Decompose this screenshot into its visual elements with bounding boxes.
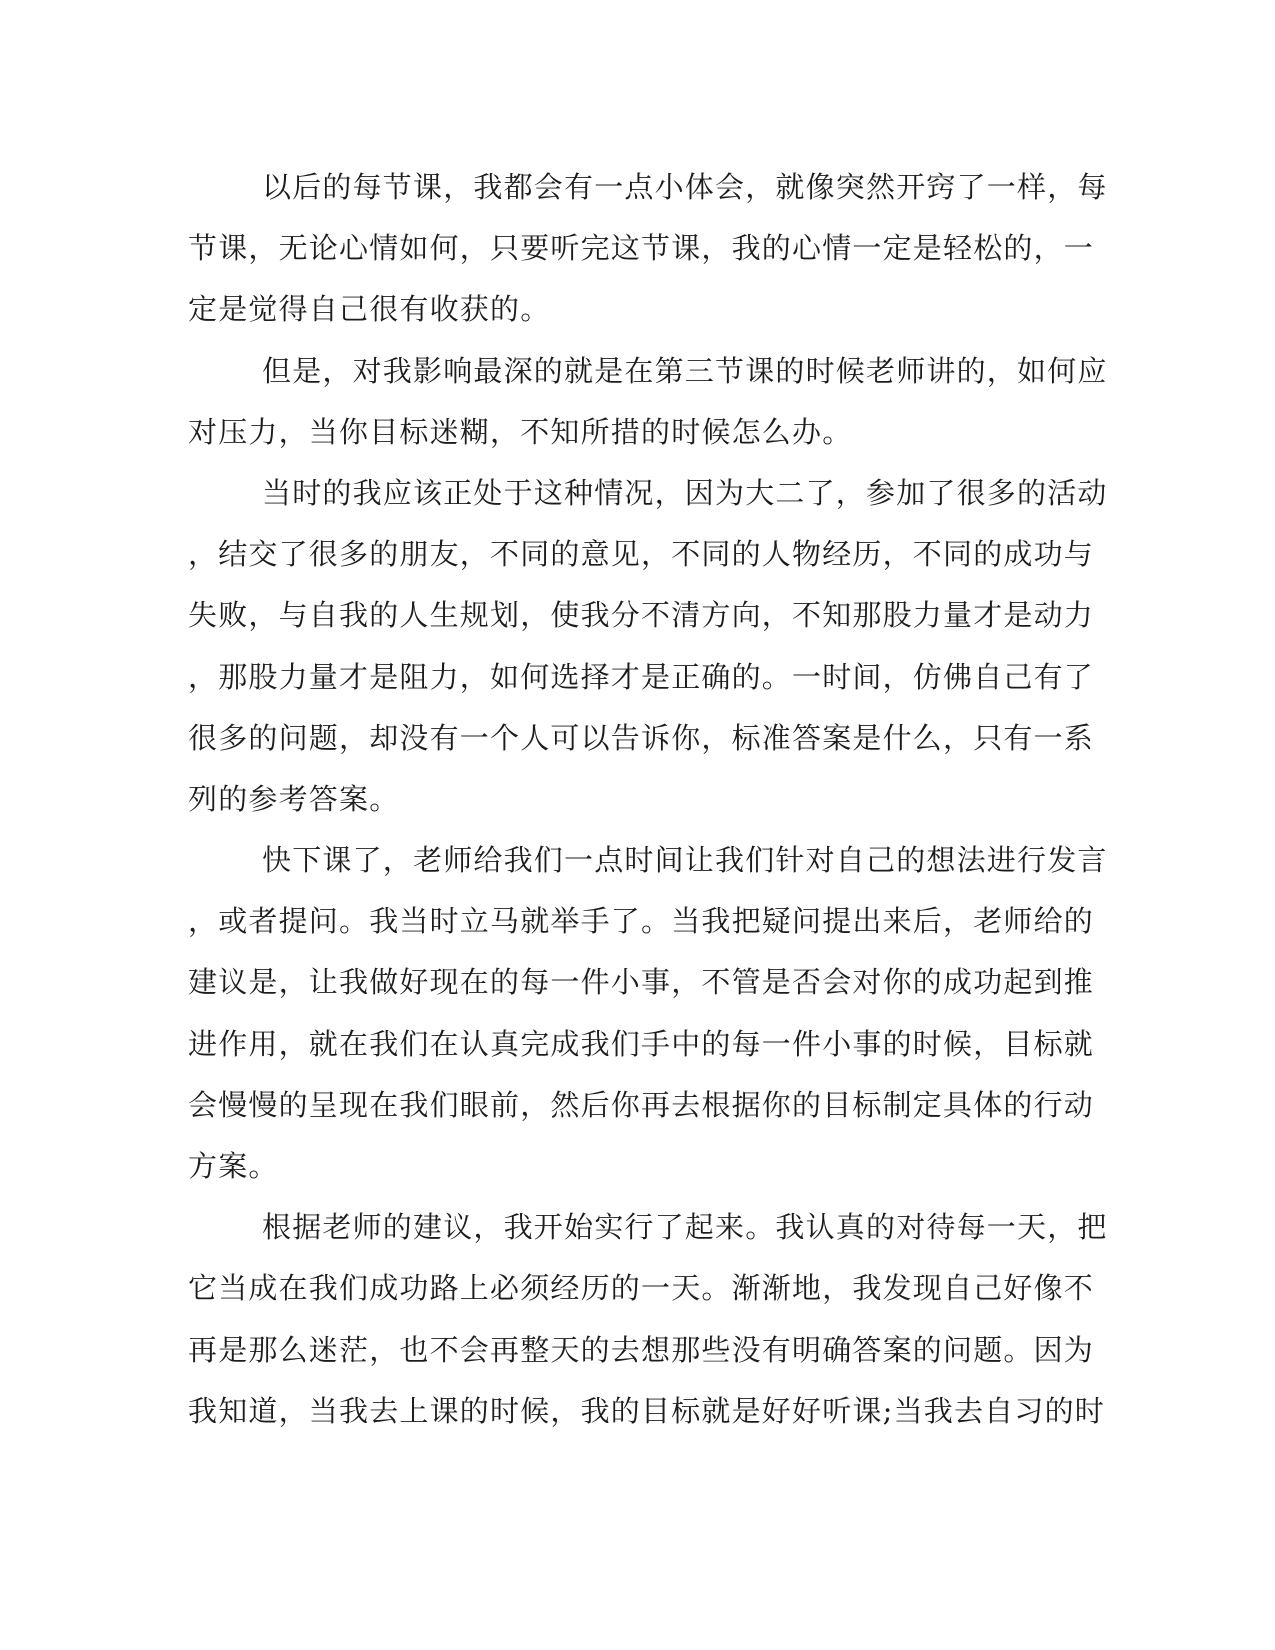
text-line: ，或者提问。我当时立马就举手了。当我把疑问提出来后，老师给的 <box>188 904 1095 939</box>
text-line: 快下课了，老师给我们一点时间让我们针对自己的想法进行发言 <box>262 843 1108 878</box>
text-line: ，那股力量才是阻力，如何选择才是正确的。一时间，仿佛自己有了 <box>188 659 1095 694</box>
text-line: 我知道，当我去上课的时候，我的目标就是好好听课;当我去自习的时 <box>188 1393 1105 1428</box>
text-line: 失败，与自我的人生规划，使我分不清方向，不知那股力量才是动力 <box>188 598 1095 633</box>
text-line: 方案。 <box>188 1149 279 1183</box>
text-line: 建议是，让我做好现在的每一件小事，不管是否会对你的成功起到推 <box>188 965 1095 1000</box>
text-line: 定是觉得自己很有收获的。 <box>188 292 551 327</box>
text-line: 当时的我应该正处于这种情况，因为大二了，参加了很多的活动 <box>262 475 1108 510</box>
text-line: 它当成在我们成功路上必须经历的一天。渐渐地，我发现自己好像不 <box>188 1271 1095 1306</box>
text-line: 对压力，当你目标迷糊，不知所措的时候怎么办。 <box>188 414 853 449</box>
text-line: 根据老师的建议，我开始实行了起来。我认真的对待每一天，把 <box>262 1210 1108 1245</box>
text-line: 很多的问题，却没有一个人可以告诉你，标准答案是什么，只有一系 <box>188 720 1095 755</box>
text-line: 再是那么迷茫，也不会再整天的去想那些没有明确答案的问题。因为 <box>188 1332 1095 1367</box>
text-line: 进作用，就在我们在认真完成我们手中的每一件小事的时候，目标就 <box>188 1026 1095 1061</box>
text-line: 列的参考答案。 <box>188 781 400 816</box>
text-line: 以后的每节课，我都会有一点小体会，就像突然开窍了一样，每 <box>262 170 1108 204</box>
text-line: ，结交了很多的朋友，不同的意见，不同的人物经历，不同的成功与 <box>188 537 1095 572</box>
text-line: 节课，无论心情如何，只要听完这节课，我的心情一定是轻松的，一 <box>188 231 1095 266</box>
text-line: 但是，对我影响最深的就是在第三节课的时候老师讲的，如何应 <box>262 353 1108 388</box>
body-text <box>188 157 1108 1442</box>
text-line: 会慢慢的呈现在我们眼前，然后你再去根据你的目标制定具体的行动 <box>188 1087 1095 1122</box>
